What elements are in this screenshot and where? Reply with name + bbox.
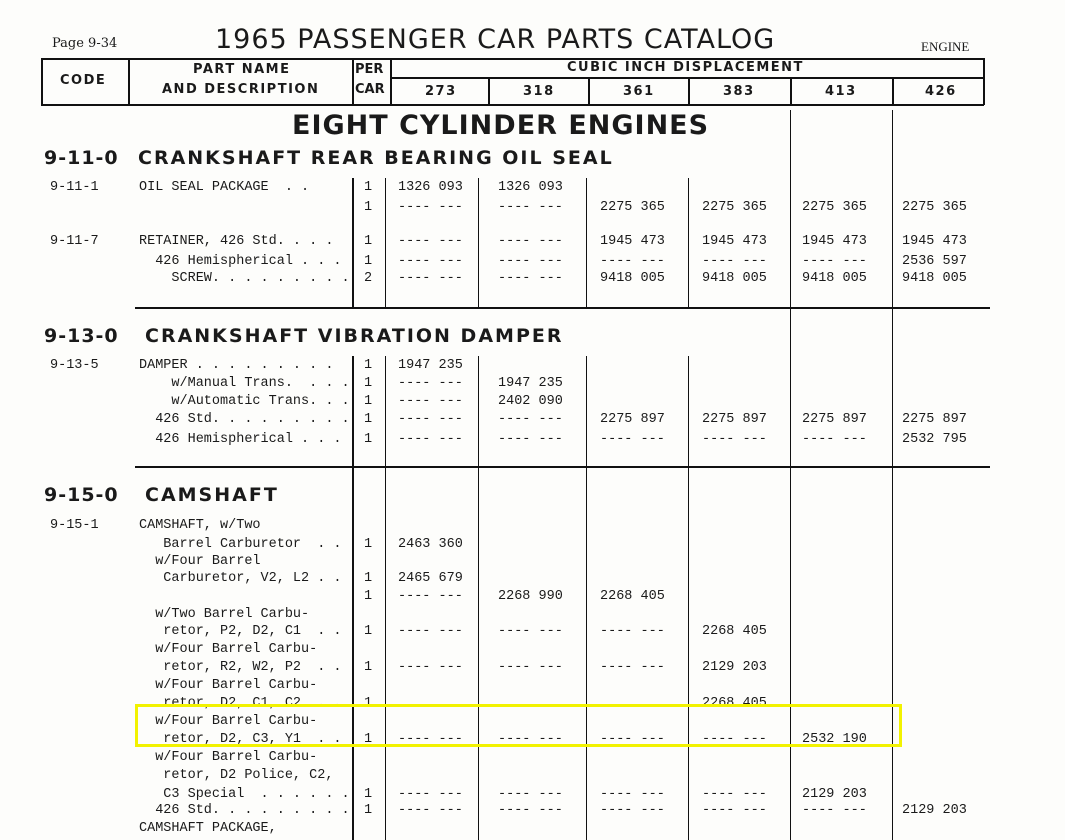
part-number-cell: ---- --- <box>498 660 563 675</box>
part-code: 9-13-5 <box>50 358 99 373</box>
part-number-cell: ---- --- <box>398 732 463 747</box>
part-number-cell: ---- --- <box>802 803 867 818</box>
col-cid: CUBIC INCH DISPLACEMENT <box>567 60 804 75</box>
part-number-cell: ---- --- <box>702 732 767 747</box>
part-number-cell: ---- --- <box>398 254 463 269</box>
section-label: ENGINE <box>921 39 970 54</box>
part-number-cell: ---- --- <box>398 234 463 249</box>
part-number-cell: 9418 005 <box>802 271 867 286</box>
part-description: Carburetor, V2, L2 . . <box>139 571 342 586</box>
part-description: OIL SEAL PACKAGE . . <box>139 180 310 195</box>
part-description: 426 Std. . . . . . . . . <box>139 412 350 427</box>
part-number-cell: ---- --- <box>498 271 563 286</box>
part-number-cell: 1947 235 <box>398 358 463 373</box>
part-number-cell: 1947 235 <box>498 376 563 391</box>
col-273: 273 <box>425 84 457 99</box>
part-number-cell: ---- --- <box>600 432 665 447</box>
part-number-cell: ---- --- <box>498 787 563 802</box>
per-car-qty: 2 <box>364 271 373 286</box>
col-description: AND DESCRIPTION <box>162 82 320 97</box>
part-description: retor, D2, C3, Y1 . . <box>139 732 342 747</box>
part-number-cell: ---- --- <box>398 412 463 427</box>
col-partname: PART NAME <box>193 62 291 77</box>
per-car-qty: 1 <box>364 696 373 711</box>
per-car-qty: 1 <box>364 660 373 675</box>
part-description: w/Four Barrel Carbu- <box>139 750 318 765</box>
part-number-cell: ---- --- <box>702 254 767 269</box>
part-description: CAMSHAFT PACKAGE, <box>139 821 277 836</box>
part-description: w/Automatic Trans. . . <box>139 394 350 409</box>
section-title-damper: CRANKSHAFT VIBRATION DAMPER <box>145 325 564 347</box>
part-number-cell: 2268 405 <box>702 624 767 639</box>
part-code: 9-11-1 <box>50 180 99 195</box>
col-318: 318 <box>523 84 555 99</box>
part-number-cell: 9418 005 <box>702 271 767 286</box>
part-description: SCREW. . . . . . . . . <box>139 271 350 286</box>
catalog-title: 1965 PASSENGER CAR PARTS CATALOG <box>215 24 776 55</box>
per-car-qty: 1 <box>364 376 373 391</box>
part-number-cell: ---- --- <box>398 787 463 802</box>
col-code: CODE <box>60 73 107 88</box>
part-number-cell: ---- --- <box>702 803 767 818</box>
part-number-cell: 1326 093 <box>498 180 563 195</box>
part-description: retor, D2, C1, C2 . . <box>139 696 342 711</box>
part-number-cell: ---- --- <box>398 803 463 818</box>
part-code: 9-11-7 <box>50 234 99 249</box>
per-car-qty: 1 <box>364 589 373 604</box>
part-number-cell: 1945 473 <box>702 234 767 249</box>
part-number-cell: ---- --- <box>398 376 463 391</box>
part-description: w/Four Barrel <box>139 554 261 569</box>
part-number-cell: 2275 897 <box>600 412 665 427</box>
per-car-qty: 1 <box>364 571 373 586</box>
part-number-cell: 2268 990 <box>498 589 563 604</box>
per-car-qty: 1 <box>364 358 373 373</box>
part-number-cell: ---- --- <box>398 200 463 215</box>
part-description: w/Two Barrel Carbu- <box>139 607 310 622</box>
part-description: retor, P2, D2, C1 . . <box>139 624 342 639</box>
part-description: Barrel Carburetor . . <box>139 537 342 552</box>
part-number-cell: 2275 897 <box>902 412 967 427</box>
part-description: C3 Special . . . . . . <box>139 787 350 802</box>
part-number-cell: ---- --- <box>702 787 767 802</box>
part-description: 426 Hemispherical . . . <box>139 432 342 447</box>
part-number-cell: 2536 597 <box>902 254 967 269</box>
part-description: RETAINER, 426 Std. . . . <box>139 234 334 249</box>
part-number-cell: ---- --- <box>600 732 665 747</box>
part-number-cell: ---- --- <box>802 432 867 447</box>
per-car-qty: 1 <box>364 787 373 802</box>
part-number-cell: 2402 090 <box>498 394 563 409</box>
part-number-cell: 1945 473 <box>600 234 665 249</box>
part-description: retor, R2, W2, P2 . . <box>139 660 342 675</box>
part-number-cell: ---- --- <box>398 394 463 409</box>
part-number-cell: 2268 405 <box>600 589 665 604</box>
per-car-qty: 1 <box>364 394 373 409</box>
part-number-cell: ---- --- <box>498 624 563 639</box>
engines-banner: EIGHT CYLINDER ENGINES <box>292 110 710 141</box>
col-383: 383 <box>723 84 755 99</box>
per-car-qty: 1 <box>364 180 373 195</box>
part-number-cell: ---- --- <box>802 254 867 269</box>
part-number-cell: ---- --- <box>600 803 665 818</box>
per-car-qty: 1 <box>364 732 373 747</box>
part-number-cell: ---- --- <box>600 660 665 675</box>
part-description: 426 Std. . . . . . . . . <box>139 803 350 818</box>
part-number-cell: ---- --- <box>398 660 463 675</box>
part-description: retor, D2 Police, C2, <box>139 768 334 783</box>
section-title-camshaft: CAMSHAFT <box>145 484 279 506</box>
part-number-cell: ---- --- <box>702 432 767 447</box>
part-number-cell: 2275 897 <box>802 412 867 427</box>
part-number-cell: 2275 365 <box>600 200 665 215</box>
part-description: w/Four Barrel Carbu- <box>139 678 318 693</box>
part-number-cell: ---- --- <box>398 589 463 604</box>
col-per: PER <box>355 62 384 77</box>
part-number-cell: 1326 093 <box>398 180 463 195</box>
part-number-cell: ---- --- <box>498 412 563 427</box>
per-car-qty: 1 <box>364 624 373 639</box>
col-car: CAR <box>355 82 385 97</box>
col-361: 361 <box>623 84 655 99</box>
part-number-cell: 2275 365 <box>702 200 767 215</box>
highlight-box <box>135 704 902 747</box>
per-car-qty: 1 <box>364 432 373 447</box>
part-description: w/Manual Trans. . . . <box>139 376 350 391</box>
per-car-qty: 1 <box>364 200 373 215</box>
part-number-cell: ---- --- <box>498 432 563 447</box>
part-code: 9-15-1 <box>50 518 99 533</box>
part-number-cell: 1945 473 <box>802 234 867 249</box>
part-number-cell: ---- --- <box>398 271 463 286</box>
part-number-cell: 2532 190 <box>802 732 867 747</box>
part-number-cell: ---- --- <box>600 254 665 269</box>
part-number-cell: 9418 005 <box>902 271 967 286</box>
part-number-cell: 2463 360 <box>398 537 463 552</box>
part-number-cell: 2268 405 <box>702 696 767 711</box>
part-description: 426 Hemispherical . . . <box>139 254 342 269</box>
part-number-cell: 2129 203 <box>802 787 867 802</box>
col-413: 413 <box>825 84 857 99</box>
part-number-cell: 2465 679 <box>398 571 463 586</box>
per-car-qty: 1 <box>364 234 373 249</box>
part-description: w/Four Barrel Carbu- <box>139 714 318 729</box>
part-number-cell: 9418 005 <box>600 271 665 286</box>
section-title-oil-seal: CRANKSHAFT REAR BEARING OIL SEAL <box>138 147 614 169</box>
per-car-qty: 1 <box>364 803 373 818</box>
part-number-cell: 2275 897 <box>702 412 767 427</box>
part-number-cell: ---- --- <box>600 624 665 639</box>
part-number-cell: ---- --- <box>600 787 665 802</box>
part-number-cell: ---- --- <box>498 254 563 269</box>
section-code-9-11-0: 9-11-0 <box>44 147 119 169</box>
part-number-cell: ---- --- <box>498 732 563 747</box>
page-number: Page 9-34 <box>52 36 118 51</box>
col-426: 426 <box>925 84 957 99</box>
part-number-cell: 2129 203 <box>702 660 767 675</box>
part-number-cell: ---- --- <box>498 234 563 249</box>
per-car-qty: 1 <box>364 254 373 269</box>
part-description: w/Four Barrel Carbu- <box>139 642 318 657</box>
part-number-cell: 2275 365 <box>902 200 967 215</box>
part-number-cell: 1945 473 <box>902 234 967 249</box>
per-car-qty: 1 <box>364 537 373 552</box>
part-description: DAMPER . . . . . . . . . <box>139 358 334 373</box>
part-number-cell: ---- --- <box>498 200 563 215</box>
per-car-qty: 1 <box>364 412 373 427</box>
part-description: CAMSHAFT, w/Two <box>139 518 261 533</box>
part-number-cell: ---- --- <box>498 803 563 818</box>
part-number-cell: 2129 203 <box>902 803 967 818</box>
section-code-9-13-0: 9-13-0 <box>44 325 119 347</box>
part-number-cell: ---- --- <box>398 624 463 639</box>
part-number-cell: 2275 365 <box>802 200 867 215</box>
part-number-cell: ---- --- <box>398 432 463 447</box>
section-code-9-15-0: 9-15-0 <box>44 484 119 506</box>
part-number-cell: 2532 795 <box>902 432 967 447</box>
